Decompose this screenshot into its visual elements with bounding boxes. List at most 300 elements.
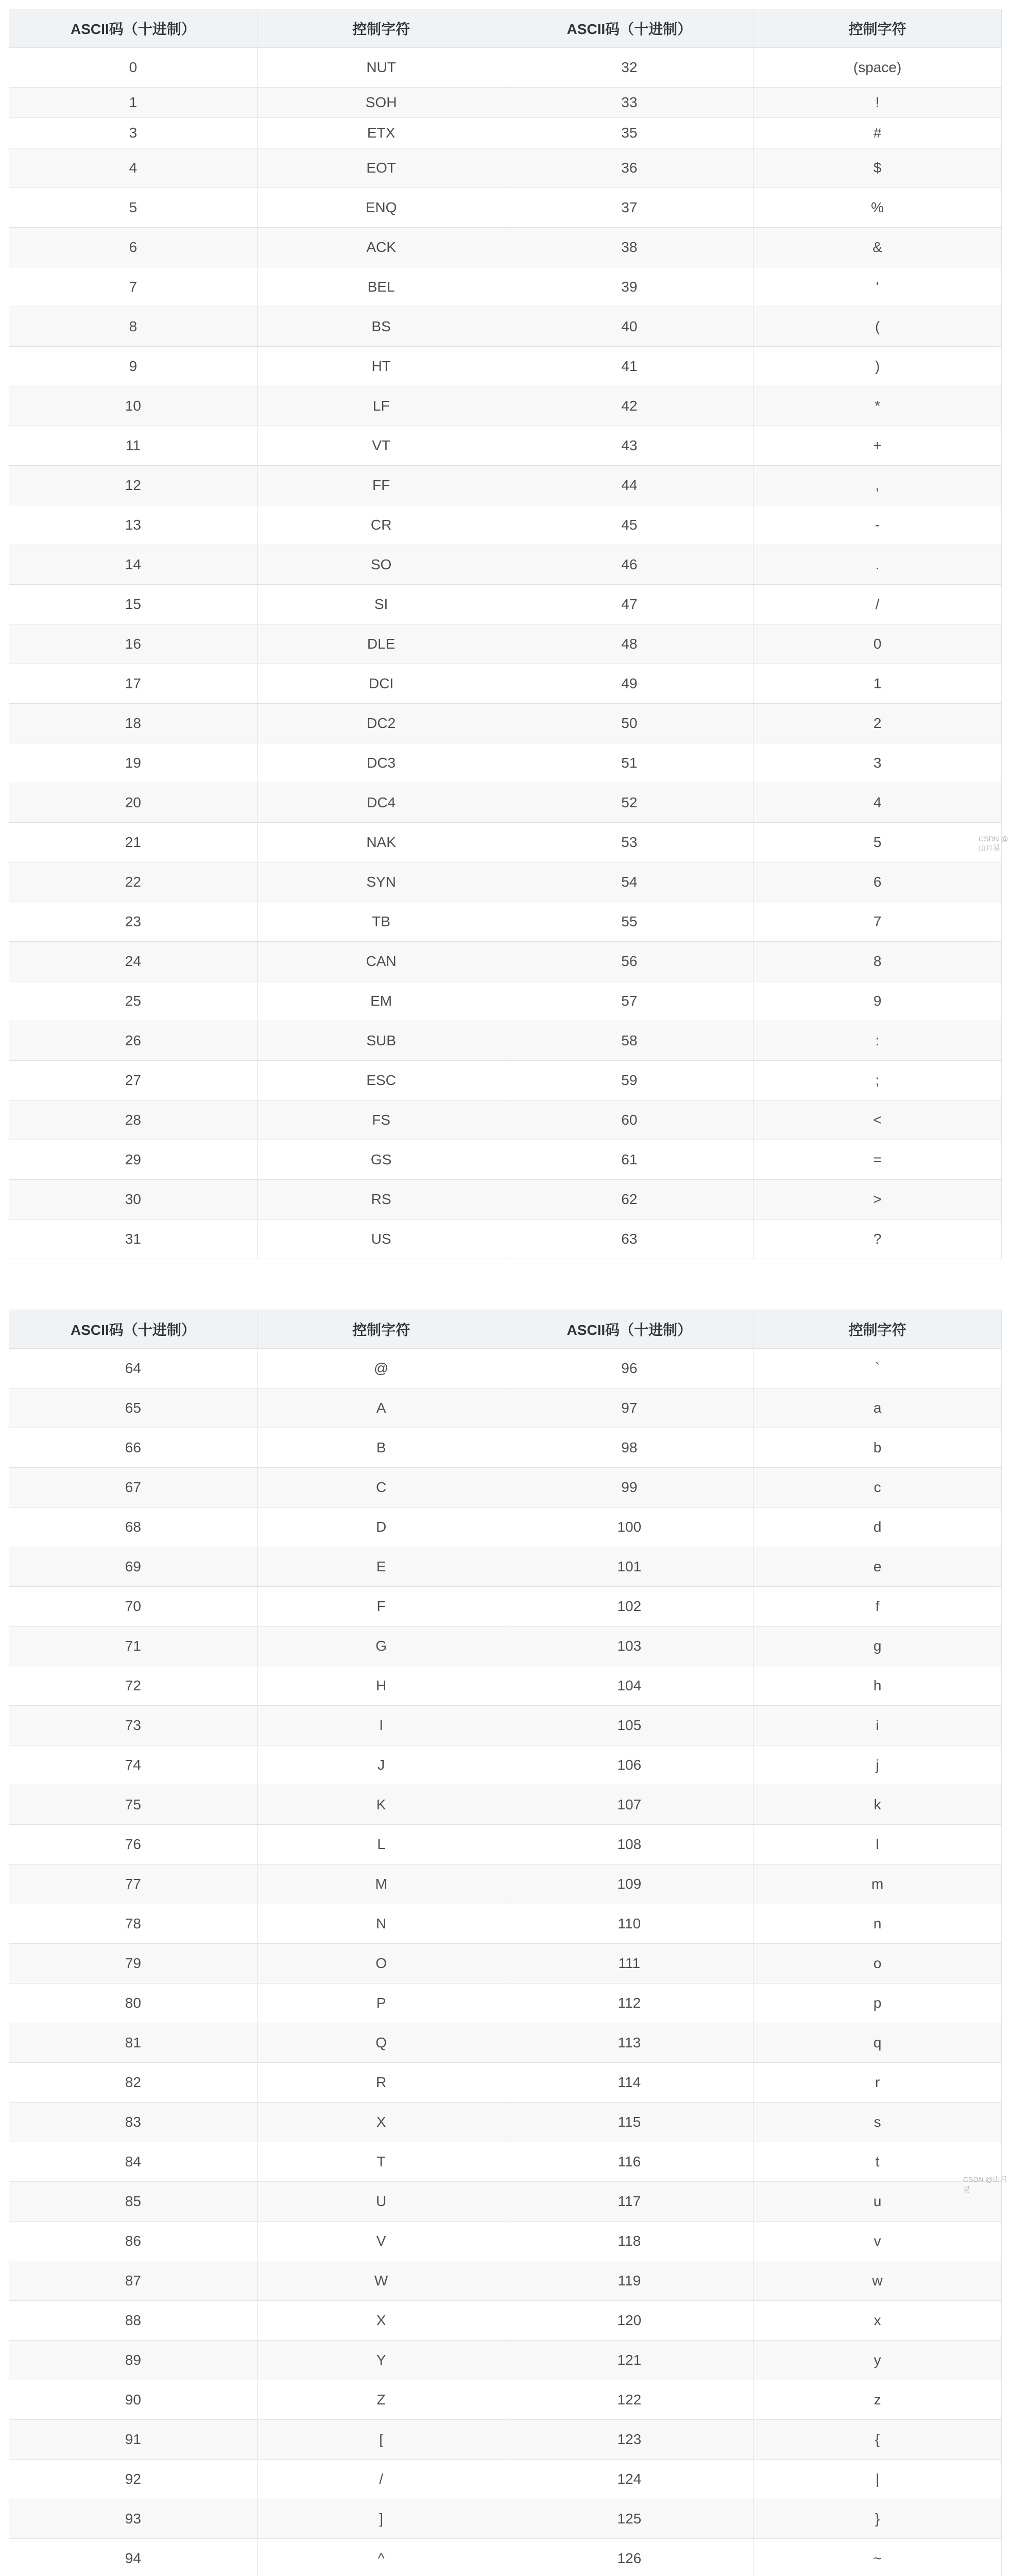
table-row <box>9 743 1002 783</box>
ascii-code-cell: 52 <box>505 783 753 823</box>
ascii-code-cell: 99 <box>505 1468 753 1507</box>
control-char-cell: F <box>257 1587 505 1626</box>
table-row <box>9 2222 1002 2261</box>
control-char-cell: 8 <box>753 942 1002 981</box>
table-row <box>9 307 1002 347</box>
control-char-cell: R <box>257 2063 505 2103</box>
table-row <box>9 267 1002 307</box>
control-char-cell: s <box>753 2103 1002 2142</box>
table-row <box>9 1706 1002 1745</box>
table-row <box>9 228 1002 267</box>
ascii-code-cell: 105 <box>505 1706 753 1745</box>
ascii-code-cell: 6 <box>9 228 258 267</box>
ascii-code-cell: 111 <box>505 1944 753 1984</box>
ascii-code-cell: 40 <box>505 307 753 347</box>
table-row <box>9 585 1002 624</box>
ascii-code-cell: 78 <box>9 1904 258 1944</box>
control-char-cell: ' <box>753 267 1002 307</box>
ascii-code-cell: 119 <box>505 2261 753 2301</box>
control-char-cell: 6 <box>753 862 1002 902</box>
ascii-code-cell: 53 <box>505 823 753 862</box>
ascii-code-cell: 122 <box>505 2380 753 2420</box>
ascii-code-cell: 36 <box>505 148 753 188</box>
control-char-cell: P <box>257 1984 505 2023</box>
control-char-cell: HT <box>257 347 505 386</box>
table-row <box>9 624 1002 664</box>
ascii-code-cell: 96 <box>505 1349 753 1388</box>
ascii-code-cell: 26 <box>9 1021 258 1061</box>
table-row <box>9 1587 1002 1626</box>
table-row <box>9 1745 1002 1785</box>
ascii-code-cell: 115 <box>505 2103 753 2142</box>
ascii-code-cell: 75 <box>9 1785 258 1825</box>
ascii-code-cell: 44 <box>505 466 753 505</box>
control-char-cell: - <box>753 505 1002 545</box>
ascii-code-cell: 60 <box>505 1100 753 1140</box>
control-char-cell: > <box>753 1180 1002 1219</box>
ascii-code-cell: 120 <box>505 2301 753 2341</box>
control-char-cell: / <box>257 2460 505 2499</box>
ascii-code-cell: 29 <box>9 1140 258 1180</box>
control-char-cell: NAK <box>257 823 505 862</box>
control-char-cell: ] <box>257 2499 505 2539</box>
control-char-cell: y <box>753 2341 1002 2380</box>
ascii-code-cell: 98 <box>505 1428 753 1468</box>
ascii-code-cell: 65 <box>9 1388 258 1428</box>
control-char-cell: [ <box>257 2420 505 2460</box>
control-char-cell: SUB <box>257 1021 505 1061</box>
control-char-cell: j <box>753 1745 1002 1785</box>
ascii-code-cell: 47 <box>505 585 753 624</box>
ascii-code-cell: 81 <box>9 2023 258 2063</box>
table-row <box>9 2103 1002 2142</box>
control-char-cell: 9 <box>753 981 1002 1021</box>
table-row <box>9 188 1002 228</box>
ascii-code-cell: 22 <box>9 862 258 902</box>
table-row <box>9 1825 1002 1865</box>
table-row <box>9 942 1002 981</box>
ascii-code-cell: 67 <box>9 1468 258 1507</box>
ascii-code-cell: 49 <box>505 664 753 704</box>
ascii-code-cell: 20 <box>9 783 258 823</box>
table-row <box>9 118 1002 148</box>
ascii-code-cell: 33 <box>505 88 753 118</box>
control-char-cell: * <box>753 386 1002 426</box>
column-header-ascii-code: ASCII码（十进制） <box>505 1310 753 1349</box>
ascii-code-cell: 7 <box>9 267 258 307</box>
watermark: CSDN @山月易 <box>979 835 1008 852</box>
ascii-code-cell: 73 <box>9 1706 258 1745</box>
ascii-code-cell: 64 <box>9 1349 258 1388</box>
control-char-cell: 7 <box>753 902 1002 942</box>
control-char-cell: { <box>753 2420 1002 2460</box>
control-char-cell: D <box>257 1507 505 1547</box>
control-char-cell: n <box>753 1904 1002 1944</box>
control-char-cell: t <box>753 2142 1002 2182</box>
ascii-code-cell: 11 <box>9 426 258 466</box>
ascii-code-cell: 118 <box>505 2222 753 2261</box>
ascii-code-cell: 25 <box>9 981 258 1021</box>
column-header-ascii-code: ASCII码（十进制） <box>9 1310 258 1349</box>
ascii-code-cell: 21 <box>9 823 258 862</box>
ascii-code-cell: 5 <box>9 188 258 228</box>
table-row <box>9 1061 1002 1100</box>
ascii-code-cell: 123 <box>505 2420 753 2460</box>
ascii-code-cell: 79 <box>9 1944 258 1984</box>
control-char-cell: C <box>257 1468 505 1507</box>
control-char-cell: Z <box>257 2380 505 2420</box>
ascii-code-cell: 110 <box>505 1904 753 1944</box>
ascii-code-cell: 71 <box>9 1626 258 1666</box>
ascii-code-cell: 19 <box>9 743 258 783</box>
table-row <box>9 386 1002 426</box>
ascii-code-cell: 76 <box>9 1825 258 1865</box>
ascii-code-cell: 55 <box>505 902 753 942</box>
watermark: CSDN @山月易 <box>963 2175 1007 2194</box>
ascii-code-cell: 39 <box>505 267 753 307</box>
ascii-code-cell: 41 <box>505 347 753 386</box>
table-row <box>9 2063 1002 2103</box>
ascii-code-cell: 103 <box>505 1626 753 1666</box>
control-char-cell: ` <box>753 1349 1002 1388</box>
control-char-cell: = <box>753 1140 1002 1180</box>
control-char-cell: ) <box>753 347 1002 386</box>
ascii-code-cell: 82 <box>9 2063 258 2103</box>
table-row <box>9 1140 1002 1180</box>
ascii-code-cell: 68 <box>9 1507 258 1547</box>
ascii-code-cell: 84 <box>9 2142 258 2182</box>
ascii-code-cell: 94 <box>9 2539 258 2576</box>
table-row <box>9 1547 1002 1587</box>
control-char-cell: l <box>753 1825 1002 1865</box>
ascii-code-cell: 114 <box>505 2063 753 2103</box>
ascii-code-cell: 42 <box>505 386 753 426</box>
ascii-code-cell: 46 <box>505 545 753 585</box>
control-char-cell: X <box>257 2103 505 2142</box>
control-char-cell: E <box>257 1547 505 1587</box>
control-char-cell: BS <box>257 307 505 347</box>
control-char-cell: CR <box>257 505 505 545</box>
control-char-cell: h <box>753 1666 1002 1706</box>
control-char-cell: + <box>753 426 1002 466</box>
ascii-code-cell: 90 <box>9 2380 258 2420</box>
ascii-code-cell: 77 <box>9 1865 258 1904</box>
ascii-code-cell: 30 <box>9 1180 258 1219</box>
table-row <box>9 426 1002 466</box>
control-char-cell: FS <box>257 1100 505 1140</box>
control-char-cell: . <box>753 545 1002 585</box>
ascii-code-cell: 45 <box>505 505 753 545</box>
control-char-cell: | <box>753 2460 1002 2499</box>
table-row <box>9 2460 1002 2499</box>
ascii-code-cell: 58 <box>505 1021 753 1061</box>
column-header-control-char: 控制字符 <box>753 9 1002 48</box>
ascii-code-cell: 37 <box>505 188 753 228</box>
control-char-cell: v <box>753 2222 1002 2261</box>
control-char-cell: 0 <box>753 624 1002 664</box>
control-char-cell: VT <box>257 426 505 466</box>
ascii-code-cell: 32 <box>505 48 753 88</box>
control-char-cell: Q <box>257 2023 505 2063</box>
control-char-cell: 4 <box>753 783 1002 823</box>
ascii-code-cell: 97 <box>505 1388 753 1428</box>
table-row <box>9 1507 1002 1547</box>
control-char-cell: RS <box>257 1180 505 1219</box>
table-row <box>9 1388 1002 1428</box>
ascii-code-cell: 48 <box>505 624 753 664</box>
control-char-cell: Y <box>257 2341 505 2380</box>
table-row <box>9 2539 1002 2576</box>
ascii-code-cell: 9 <box>9 347 258 386</box>
control-char-cell: N <box>257 1904 505 1944</box>
control-char-cell: GS <box>257 1140 505 1180</box>
control-char-cell: % <box>753 188 1002 228</box>
ascii-code-cell: 102 <box>505 1587 753 1626</box>
table-row <box>9 1219 1002 1259</box>
ascii-code-cell: 38 <box>505 228 753 267</box>
control-char-cell: TB <box>257 902 505 942</box>
control-char-cell: r <box>753 2063 1002 2103</box>
control-char-cell: O <box>257 1944 505 1984</box>
ascii-code-cell: 70 <box>9 1587 258 1626</box>
ascii-code-cell: 72 <box>9 1666 258 1706</box>
ascii-code-cell: 93 <box>9 2499 258 2539</box>
column-header-ascii-code: ASCII码（十进制） <box>505 9 753 48</box>
table-row <box>9 1021 1002 1061</box>
column-header-control-char: 控制字符 <box>257 1310 505 1349</box>
control-char-cell: ENQ <box>257 188 505 228</box>
ascii-code-cell: 0 <box>9 48 258 88</box>
table-row <box>9 148 1002 188</box>
ascii-code-cell: 27 <box>9 1061 258 1100</box>
ascii-code-cell: 101 <box>505 1547 753 1587</box>
ascii-code-cell: 28 <box>9 1100 258 1140</box>
control-char-cell: NUT <box>257 48 505 88</box>
control-char-cell: $ <box>753 148 1002 188</box>
ascii-code-cell: 104 <box>505 1666 753 1706</box>
ascii-code-cell: 14 <box>9 545 258 585</box>
table-header-row <box>9 1310 1002 1349</box>
table-row <box>9 2261 1002 2301</box>
control-char-cell: ^ <box>257 2539 505 2576</box>
control-char-cell: : <box>753 1021 1002 1061</box>
ascii-code-cell: 59 <box>505 1061 753 1100</box>
table-row <box>9 2380 1002 2420</box>
table-row <box>9 704 1002 743</box>
control-char-cell: 3 <box>753 743 1002 783</box>
table-row <box>9 88 1002 118</box>
control-char-cell: 2 <box>753 704 1002 743</box>
control-char-cell: d <box>753 1507 1002 1547</box>
control-char-cell: SYN <box>257 862 505 902</box>
ascii-code-cell: 51 <box>505 743 753 783</box>
ascii-code-cell: 88 <box>9 2301 258 2341</box>
control-char-cell: DLE <box>257 624 505 664</box>
ascii-code-cell: 125 <box>505 2499 753 2539</box>
ascii-code-cell: 112 <box>505 1984 753 2023</box>
control-char-cell: K <box>257 1785 505 1825</box>
table-row <box>9 1865 1002 1904</box>
ascii-code-cell: 86 <box>9 2222 258 2261</box>
control-char-cell: < <box>753 1100 1002 1140</box>
ascii-code-cell: 80 <box>9 1984 258 2023</box>
ascii-code-cell: 50 <box>505 704 753 743</box>
ascii-table-0-63-body <box>9 48 1002 1259</box>
ascii-code-cell: 23 <box>9 902 258 942</box>
control-char-cell: DCI <box>257 664 505 704</box>
ascii-code-cell: 69 <box>9 1547 258 1587</box>
ascii-table-0-63 <box>9 9 1002 1259</box>
ascii-code-cell: 1 <box>9 88 258 118</box>
table-row <box>9 664 1002 704</box>
ascii-code-cell: 92 <box>9 2460 258 2499</box>
ascii-code-cell: 126 <box>505 2539 753 2576</box>
ascii-code-cell: 83 <box>9 2103 258 2142</box>
control-char-cell: ; <box>753 1061 1002 1100</box>
table-row <box>9 1468 1002 1507</box>
control-char-cell: X <box>257 2301 505 2341</box>
control-char-cell: ~ <box>753 2539 1002 2576</box>
control-char-cell: B <box>257 1428 505 1468</box>
ascii-table-64-127-body <box>9 1349 1002 2576</box>
table-row <box>9 466 1002 505</box>
ascii-code-cell: 74 <box>9 1745 258 1785</box>
control-char-cell: g <box>753 1626 1002 1666</box>
table-row <box>9 545 1002 585</box>
control-char-cell: T <box>257 2142 505 2182</box>
control-char-cell: I <box>257 1706 505 1745</box>
control-char-cell: DC2 <box>257 704 505 743</box>
ascii-code-cell: 63 <box>505 1219 753 1259</box>
column-header-control-char: 控制字符 <box>753 1310 1002 1349</box>
control-char-cell: ETX <box>257 118 505 148</box>
table-row <box>9 2023 1002 2063</box>
ascii-code-cell: 121 <box>505 2341 753 2380</box>
control-char-cell: US <box>257 1219 505 1259</box>
control-char-cell: 1 <box>753 664 1002 704</box>
control-char-cell: e <box>753 1547 1002 1587</box>
ascii-code-cell: 54 <box>505 862 753 902</box>
table-row <box>9 1984 1002 2023</box>
ascii-code-cell: 35 <box>505 118 753 148</box>
table-row <box>9 2499 1002 2539</box>
table-row <box>9 1626 1002 1666</box>
ascii-code-cell: 108 <box>505 1825 753 1865</box>
control-char-cell: (space) <box>753 48 1002 88</box>
control-char-cell: DC4 <box>257 783 505 823</box>
table-row <box>9 902 1002 942</box>
ascii-code-cell: 12 <box>9 466 258 505</box>
ascii-code-cell: 17 <box>9 664 258 704</box>
ascii-code-cell: 89 <box>9 2341 258 2380</box>
table-row <box>9 2142 1002 2182</box>
control-char-cell: SI <box>257 585 505 624</box>
table-row <box>9 2420 1002 2460</box>
column-header-control-char: 控制字符 <box>257 9 505 48</box>
ascii-code-cell: 124 <box>505 2460 753 2499</box>
control-char-cell: p <box>753 1984 1002 2023</box>
control-char-cell: EOT <box>257 148 505 188</box>
table-row <box>9 48 1002 88</box>
control-char-cell: U <box>257 2182 505 2222</box>
control-char-cell: 5 <box>753 823 1002 862</box>
table-row <box>9 2301 1002 2341</box>
control-char-cell: ? <box>753 1219 1002 1259</box>
control-char-cell: ( <box>753 307 1002 347</box>
control-char-cell: H <box>257 1666 505 1706</box>
ascii-code-cell: 117 <box>505 2182 753 2222</box>
control-char-cell: L <box>257 1825 505 1865</box>
ascii-code-cell: 91 <box>9 2420 258 2460</box>
ascii-code-cell: 61 <box>505 1140 753 1180</box>
control-char-cell: J <box>257 1745 505 1785</box>
control-char-cell: k <box>753 1785 1002 1825</box>
ascii-code-cell: 57 <box>505 981 753 1021</box>
control-char-cell: m <box>753 1865 1002 1904</box>
control-char-cell: EM <box>257 981 505 1021</box>
control-char-cell: G <box>257 1626 505 1666</box>
ascii-code-cell: 3 <box>9 118 258 148</box>
control-char-cell: FF <box>257 466 505 505</box>
ascii-code-cell: 13 <box>9 505 258 545</box>
control-char-cell: x <box>753 2301 1002 2341</box>
control-char-cell: @ <box>257 1349 505 1388</box>
control-char-cell: i <box>753 1706 1002 1745</box>
control-char-cell: ACK <box>257 228 505 267</box>
column-header-ascii-code: ASCII码（十进制） <box>9 9 258 48</box>
control-char-cell: u <box>753 2182 1002 2222</box>
control-char-cell: c <box>753 1468 1002 1507</box>
control-char-cell: z <box>753 2380 1002 2420</box>
ascii-table-64-127 <box>9 1310 1002 2576</box>
table-header-row <box>9 9 1002 48</box>
table-row <box>9 1180 1002 1219</box>
control-char-cell: ! <box>753 88 1002 118</box>
ascii-code-cell: 87 <box>9 2261 258 2301</box>
control-char-cell: & <box>753 228 1002 267</box>
ascii-code-cell: 31 <box>9 1219 258 1259</box>
ascii-code-cell: 10 <box>9 386 258 426</box>
ascii-code-cell: 62 <box>505 1180 753 1219</box>
control-char-cell: W <box>257 2261 505 2301</box>
table-row <box>9 862 1002 902</box>
control-char-cell: } <box>753 2499 1002 2539</box>
control-char-cell: ESC <box>257 1061 505 1100</box>
ascii-code-cell: 15 <box>9 585 258 624</box>
ascii-code-cell: 8 <box>9 307 258 347</box>
table-row <box>9 1100 1002 1140</box>
table-row <box>9 1904 1002 1944</box>
table-row <box>9 2341 1002 2380</box>
table-row <box>9 1785 1002 1825</box>
control-char-cell: / <box>753 585 1002 624</box>
ascii-code-cell: 18 <box>9 704 258 743</box>
control-char-cell: w <box>753 2261 1002 2301</box>
control-char-cell: SOH <box>257 88 505 118</box>
control-char-cell: b <box>753 1428 1002 1468</box>
control-char-cell: LF <box>257 386 505 426</box>
ascii-code-cell: 66 <box>9 1428 258 1468</box>
control-char-cell: A <box>257 1388 505 1428</box>
control-char-cell: , <box>753 466 1002 505</box>
table-row <box>9 823 1002 862</box>
control-char-cell: q <box>753 2023 1002 2063</box>
table-row <box>9 1944 1002 1984</box>
table-row <box>9 347 1002 386</box>
control-char-cell: o <box>753 1944 1002 1984</box>
control-char-cell: BEL <box>257 267 505 307</box>
ascii-code-cell: 4 <box>9 148 258 188</box>
